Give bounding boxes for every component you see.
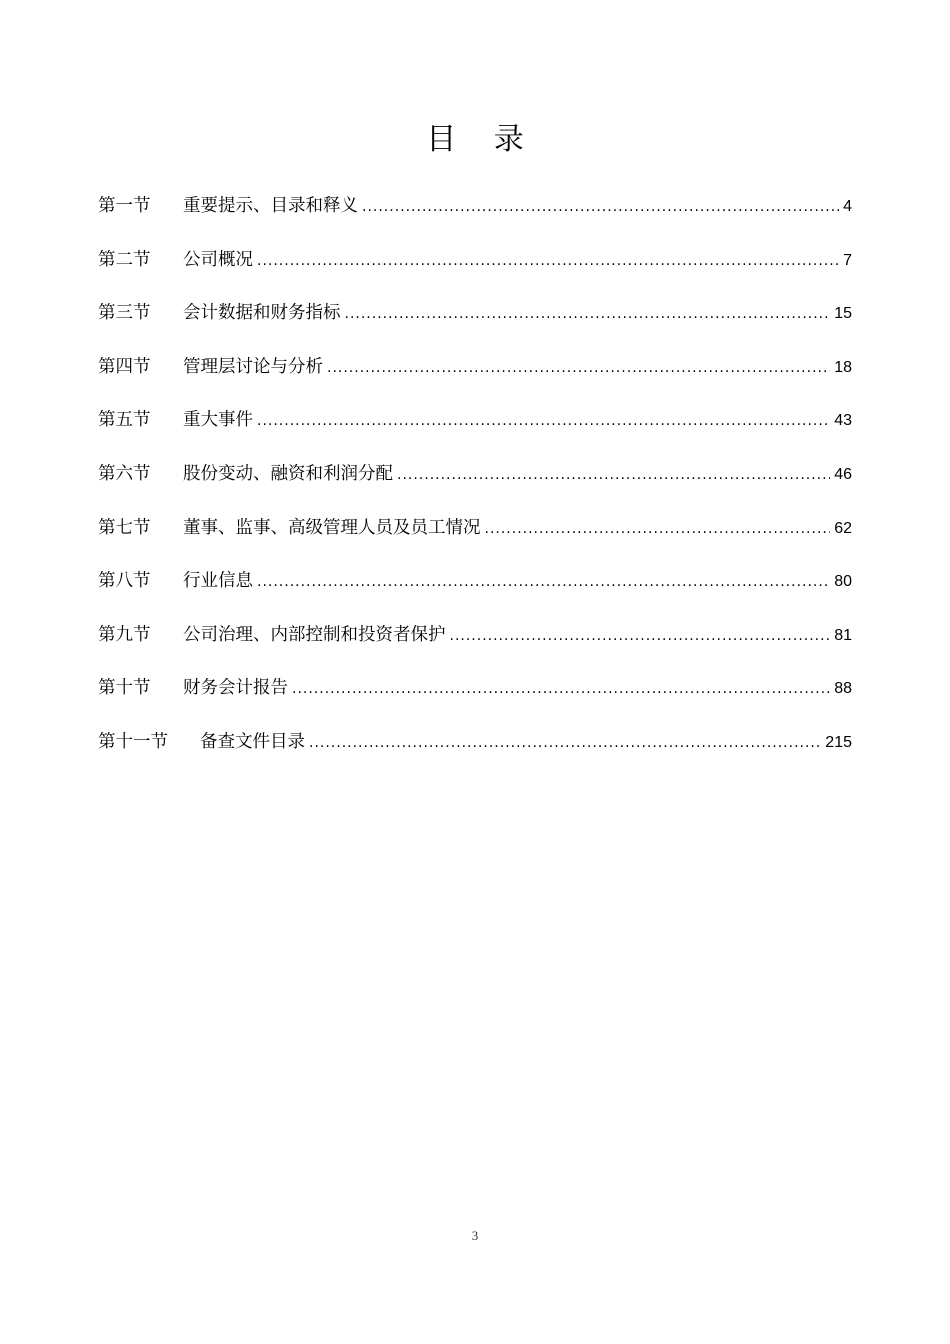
toc-leader-dots xyxy=(345,298,831,330)
toc-entry-title: 股份变动、融资和利润分配 xyxy=(183,463,393,484)
toc-leader-dots xyxy=(362,191,839,223)
toc-leader-dots xyxy=(327,352,830,384)
toc-section-label: 第六节 xyxy=(98,463,151,484)
toc-section-label: 第十一节 xyxy=(98,731,168,752)
toc-section-label: 第十节 xyxy=(98,678,151,699)
toc-leader-dots xyxy=(397,459,830,491)
toc-leader-dots xyxy=(309,727,821,759)
page-title: 目 录 xyxy=(426,122,538,157)
toc-section-label: 第三节 xyxy=(98,303,151,324)
toc-entry-5[interactable] xyxy=(98,404,852,458)
toc-entry-1[interactable] xyxy=(98,190,852,244)
toc-entry-9[interactable] xyxy=(98,619,852,673)
toc-page-number: 62 xyxy=(834,519,852,537)
toc-section-label: 第五节 xyxy=(98,410,151,431)
toc-entry-6[interactable] xyxy=(98,458,852,512)
toc-leader-dots xyxy=(450,620,831,652)
toc-page-number: 215 xyxy=(825,733,852,751)
toc-page-number: 81 xyxy=(834,626,852,644)
toc-section-label: 第二节 xyxy=(98,249,151,270)
toc-leader-dots xyxy=(257,566,830,598)
toc-entry-10[interactable] xyxy=(98,672,852,726)
toc-leader-dots xyxy=(292,673,830,705)
toc-entry-title: 财务会计报告 xyxy=(183,678,288,699)
toc-page-number: 15 xyxy=(834,305,852,323)
toc-entry-title: 公司概况 xyxy=(183,249,253,270)
toc-section-label: 第四节 xyxy=(98,356,151,377)
toc-section-label: 第九节 xyxy=(98,624,151,645)
toc-entry-title: 行业信息 xyxy=(183,571,253,592)
toc-leader-dots xyxy=(485,513,831,545)
toc-leader-dots xyxy=(257,405,830,437)
toc-page-number: 46 xyxy=(834,465,852,483)
toc-page-number: 4 xyxy=(843,198,852,215)
toc-entry-2[interactable] xyxy=(98,244,852,298)
toc-page-number: 80 xyxy=(834,573,852,591)
toc-entry-title: 会计数据和财务指标 xyxy=(183,303,341,324)
toc-page-number: 88 xyxy=(834,680,852,698)
toc-entry-11[interactable] xyxy=(98,726,852,780)
toc-entry-3[interactable] xyxy=(98,297,852,351)
toc-entry-title: 备查文件目录 xyxy=(200,731,305,752)
toc-entry-title: 公司治理、内部控制和投资者保护 xyxy=(183,624,446,645)
toc-entry-title: 重大事件 xyxy=(183,410,253,431)
toc-page-number: 43 xyxy=(834,412,852,430)
toc-entry-7[interactable] xyxy=(98,512,852,566)
toc-entry-title: 管理层讨论与分析 xyxy=(183,356,323,377)
table-of-contents xyxy=(98,190,852,780)
toc-entry-title: 重要提示、目录和释义 xyxy=(183,196,358,216)
toc-page-number: 18 xyxy=(834,358,852,376)
footer-page-number: 3 xyxy=(471,1228,479,1243)
toc-section-label: 第七节 xyxy=(98,517,151,538)
toc-leader-dots xyxy=(257,245,839,277)
toc-section-label: 第八节 xyxy=(98,571,151,592)
toc-entry-4[interactable] xyxy=(98,351,852,405)
toc-page-number: 7 xyxy=(843,251,852,269)
toc-section-label: 第一节 xyxy=(98,196,151,216)
toc-entry-title: 董事、监事、高级管理人员及员工情况 xyxy=(183,517,481,538)
toc-entry-8[interactable] xyxy=(98,565,852,619)
